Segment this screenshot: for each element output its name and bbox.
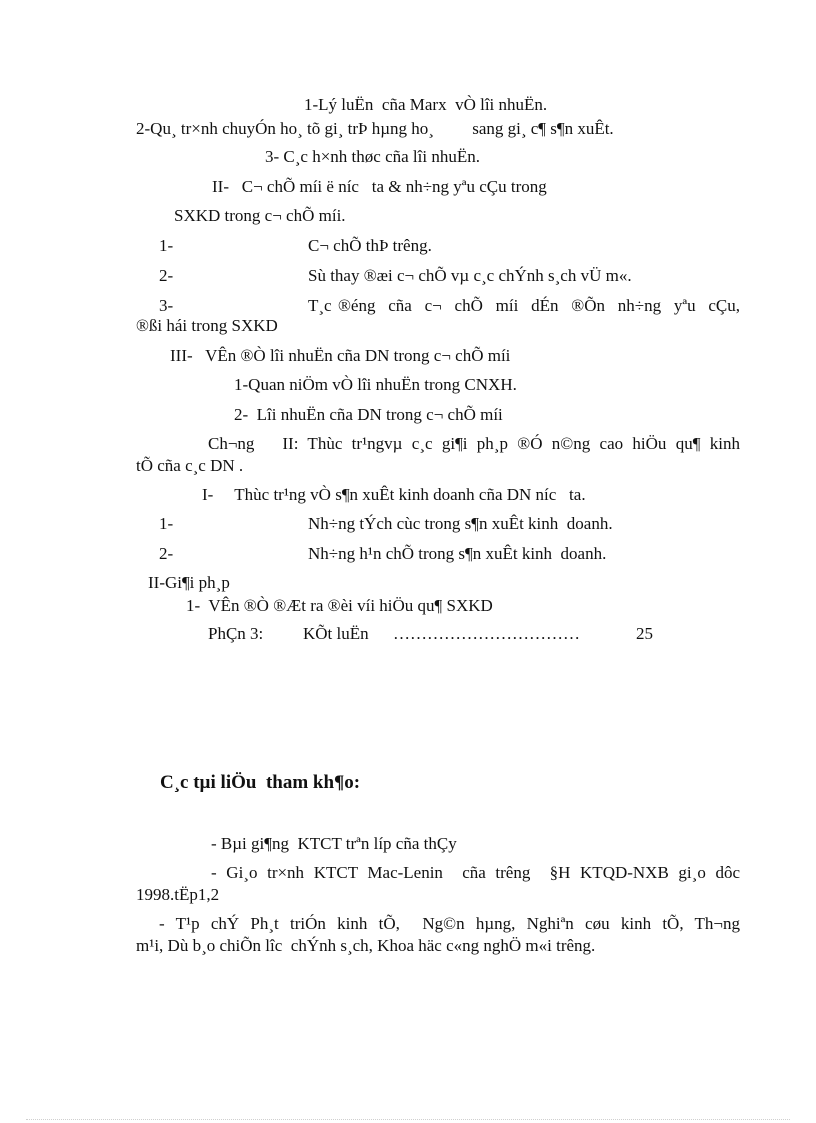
toc-item-text: T¸c ®éng cña c¬ chÕ míi dÉn ®Õn nh÷ng yªu cÇu, xyxy=(308,296,740,315)
toc-item-number: 3- xyxy=(159,296,174,315)
toc-line: tÕ cña c¸c DN . xyxy=(136,456,244,475)
toc-item-number: 1- xyxy=(159,514,174,533)
toc-item-text: C¬ chÕ thÞ trêng. xyxy=(308,236,432,255)
toc-line: 1-Lý luËn cña Marx vÒ lîi nhuËn. xyxy=(304,95,548,114)
toc-line: ®ßi hái trong SXKD xyxy=(136,316,278,335)
toc-section-heading: II- C¬ chÕ míi ë níc ta & nh÷ng yªu cÇu trong xyxy=(212,177,547,196)
toc-part-label: PhÇn 3: xyxy=(208,624,264,643)
toc-line: 1- VÊn ®Ò ®Æt ra ®èi víi hiÖu qu¶ SXKD xyxy=(186,596,493,615)
references-heading: C¸c tµi liÖu tham kh¶o: xyxy=(160,772,361,793)
toc-item-number: 2- xyxy=(159,544,174,563)
reference-item: - Bµi gi¶ng KTCT trªn líp cña thÇy xyxy=(211,834,457,853)
toc-line: 3- C¸c h×nh thøc cña lîi nhuËn. xyxy=(265,147,480,166)
toc-section-heading: II-Gi¶i ph¸p xyxy=(148,573,230,592)
toc-chapter-heading: Ch¬ng II: Thùc tr¹ngvµ c¸c gi¶i ph¸p ®Ó n©ng cao hiÖu qu¶ kinh xyxy=(208,434,740,453)
toc-line: SXKD trong c¬ chÕ míi. xyxy=(174,206,346,225)
toc-item-text: Sù thay ®æi c¬ chÕ vµ c¸c chÝnh s¸ch vÜ m«. xyxy=(308,266,632,285)
toc-part-title: KÕt luËn xyxy=(303,624,369,643)
toc-line: 2- Lîi nhuËn cña DN trong c¬ chÕ míi xyxy=(234,405,503,424)
toc-leader-dots: …………………………… xyxy=(393,624,580,643)
page-bottom-divider xyxy=(26,1119,790,1120)
toc-item-number: 2- xyxy=(159,266,174,285)
reference-item-continuation: 1998.tËp1,2 xyxy=(136,885,220,904)
toc-page-number: 25 xyxy=(636,624,653,643)
toc-line: 1-Quan niÖm vÒ lîi nhuËn trong CNXH. xyxy=(234,375,517,394)
toc-section-heading: I- Thùc tr¹ng vÒ s¶n xuÊt kinh doanh cña DN níc ta. xyxy=(202,485,586,504)
toc-item-text: Nh÷ng h¹n chÕ trong s¶n xuÊt kinh doanh. xyxy=(308,544,607,563)
reference-item: - Gi¸o tr×nh KTCT Mac-Lenin cña trêng §H KTQD-NXB gi¸o dôc xyxy=(211,863,740,882)
toc-line: 2-Qu¸ tr×nh chuyÓn ho¸ tõ gi¸ trÞ hµng ho¸ sang gi¸ c¶ s¶n xuÊt. xyxy=(136,119,614,138)
reference-item-continuation: m¹i, Dù b¸o chiÕn lîc chÝnh s¸ch, Khoa häc c«ng nghÖ m«i trêng. xyxy=(136,936,596,955)
toc-item-number: 1- xyxy=(159,236,174,255)
toc-section-heading: III- VÊn ®Ò lîi nhuËn cña DN trong c¬ chÕ míi xyxy=(170,346,511,365)
toc-item-text: Nh÷ng tÝch cùc trong s¶n xuÊt kinh doanh. xyxy=(308,514,613,533)
reference-item: - T¹p chÝ Ph¸t triÓn kinh tÕ, Ng©n hµng, Nghiªn cøu kinh tÕ, Th¬ng xyxy=(159,914,740,933)
